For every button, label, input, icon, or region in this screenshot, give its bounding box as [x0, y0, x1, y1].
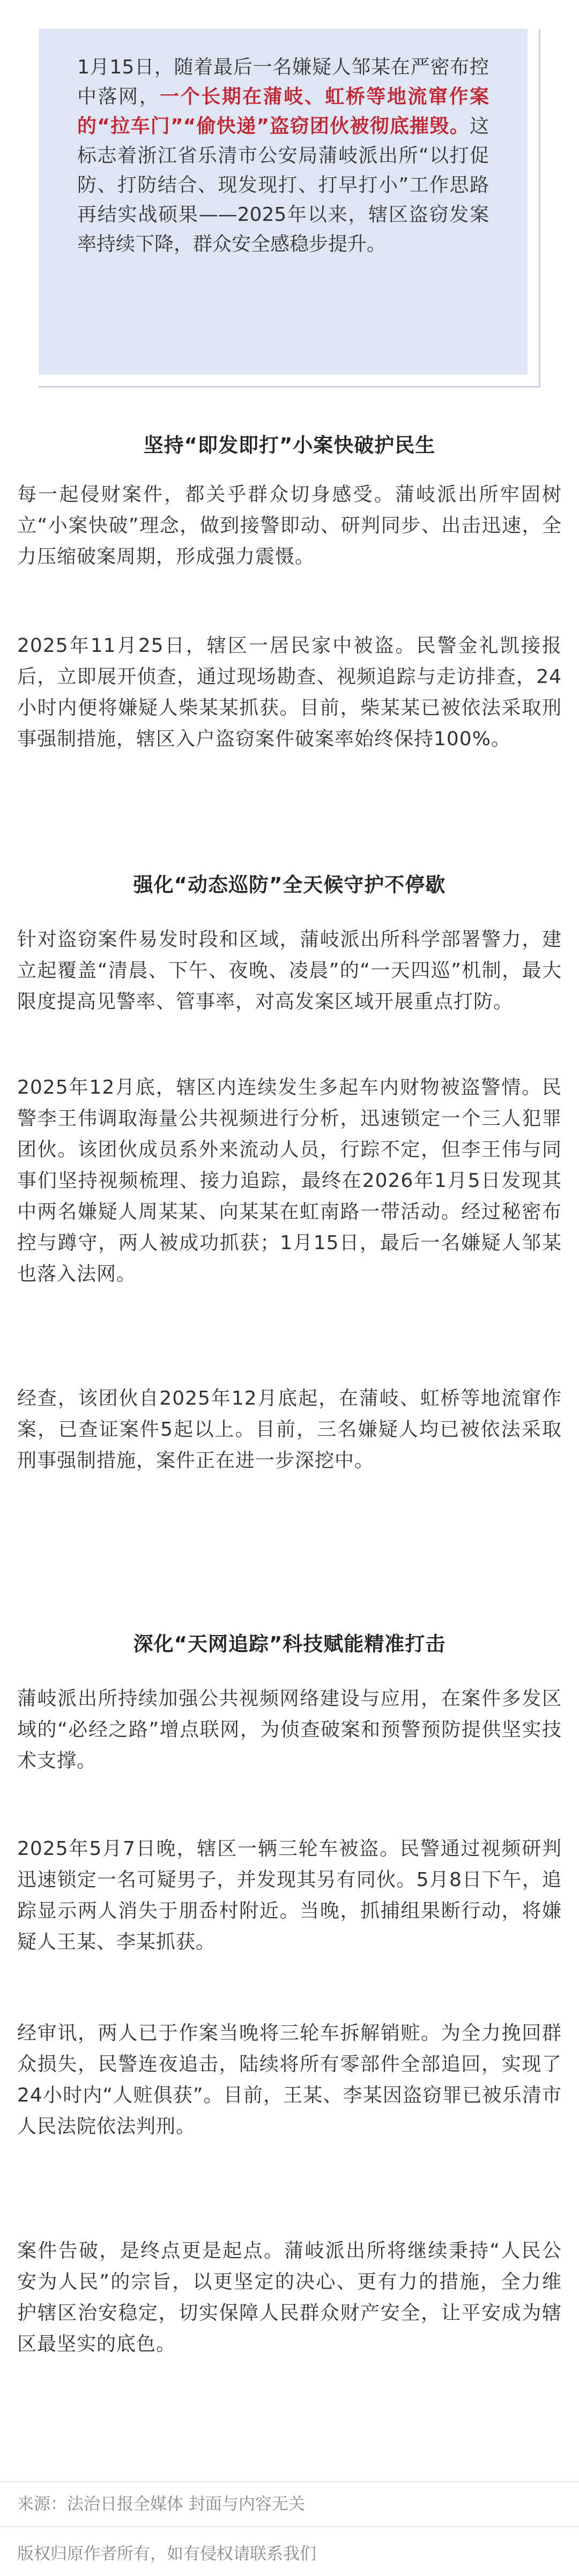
copyright-note: 版权归原作者所有，如有侵权请联系我们 [17, 2544, 316, 2564]
section-3-heading: 深化“天网追踪”科技赋能精准打击 [133, 1632, 446, 1656]
intro-box-panel [39, 29, 528, 375]
intro-box [39, 29, 540, 388]
section-3-paragraph-4: 案件告破，是终点更是起点。蒲岐派出所将继续秉持“人民公安为人民”的宗旨，以更坚定的决心、更有力的措施，全力维护辖区治安稳定，切实保障人民群众财产安全，让平安成为辖区最坚实的底色。 [17, 2240, 562, 2355]
section-1-paragraph-1: 每一起侵财案件，都关乎群众切身感受。蒲岐派出所牢固树立“小案快破”理念，做到接警即动、研判同步、出击迅速，全力压缩破案周期，形成强力震慑。 [17, 484, 562, 568]
section-3-paragraph-1: 蒲岐派出所持续加强公共视频网络建设与应用，在案件多发区域的“必经之路”增点联网，为侦查破案和预警预防提供坚实技术支撑。 [17, 1688, 562, 1772]
intro-text-start: 1月15日，随着最后一名嫌疑人邹某在严密布控中落网， [77, 56, 489, 108]
footer-divider-top [0, 2481, 579, 2482]
section-2-paragraph-1: 针对盗窃案件易发时段和区域，蒲岐派出所科学部署警力，建立起覆盖“清晨、下午、夜晚、凌晨”的“一天四巡”机制，最大限度提高见警率、管事率，对高发案区域开展重点打防。 [17, 929, 562, 1013]
section-2-paragraph-2: 2025年12月底，辖区内连续发生多起车内财物被盗警情。民警李王伟调取海量公共视频进行分析，迅速锁定一个三人犯罪团伙。该团伙成员系外来流动人员，行踪不定，但李王伟与同事们坚持视频梳理、接力追踪，最终在2026年1月5日发现其中两名嫌疑人周某某、向某某在虹南路一带活动。经过秘密布控与蹲守，两人被成功抓获；1月15日，最后一名嫌疑人邹某也落入法网。 [17, 1077, 562, 1285]
source-note: 来源：法治日报全媒体 封面与内容无关 [17, 2495, 305, 2514]
section-2-paragraph-3: 经查，该团伙自2025年12月底起，在蒲岐、虹桥等地流窜作案，已查证案件5起以上。目前，三名嫌疑人均已被依法采取刑事强制措施，案件正在进一步深挖中。 [17, 1387, 562, 1472]
section-1-heading: 坚持“即发即打”小案快破护民生 [143, 434, 436, 457]
section-3-paragraph-2: 2025年5月7日晚，辖区一辆三轮车被盗。民警通过视频研判迅速锁定一名可疑男子，并发现其另有同伙。5月8日下午，追踪显示两人消失于朋岙村附近。当晚，抓捕组果断行动，将嫌疑人王某、李某抓获。 [17, 1838, 562, 1953]
section-3-paragraph-3: 经审讯，两人已于作案当晚将三轮车拆解销赃。为全力挽回群众损失，民警连夜追击，陆续将所有零部件全部追回，实现了24小时内“人赃俱获”。目前，王某、李某因盗窃罪已被乐清市人民法院依法判刑。 [17, 2022, 562, 2137]
section-1-paragraph-2: 2025年11月25日，辖区一居民家中被盗。民警金礼凯接报后，立即展开侦查，通过现场勘查、视频追踪与走访排查，24小时内便将嫌疑人柴某某抓获。目前，柴某某已被依法采取刑事强制措施，辖区入户盗窃案件破案率始终保持100%。 [17, 635, 562, 750]
footer-divider-bottom [0, 2526, 579, 2527]
intro-paragraph [77, 53, 489, 259]
intro-text-end: 这标志着浙江省乐清市公安局蒲岐派出所“以打促防、打防结合、现发现打、打早打小”工作思路再结实战硕果——2025年以来，辖区盗窃发案率持续下降，群众安全感稳步提升。 [77, 115, 489, 255]
section-2-heading: 强化“动态巡防”全天候守护不停歇 [133, 873, 446, 896]
intro-highlight: 一个长期在蒲岐、虹桥等地流窜作案的“拉车门”“偷快递”盗窃团伙被彻底摧毁。 [77, 86, 489, 137]
